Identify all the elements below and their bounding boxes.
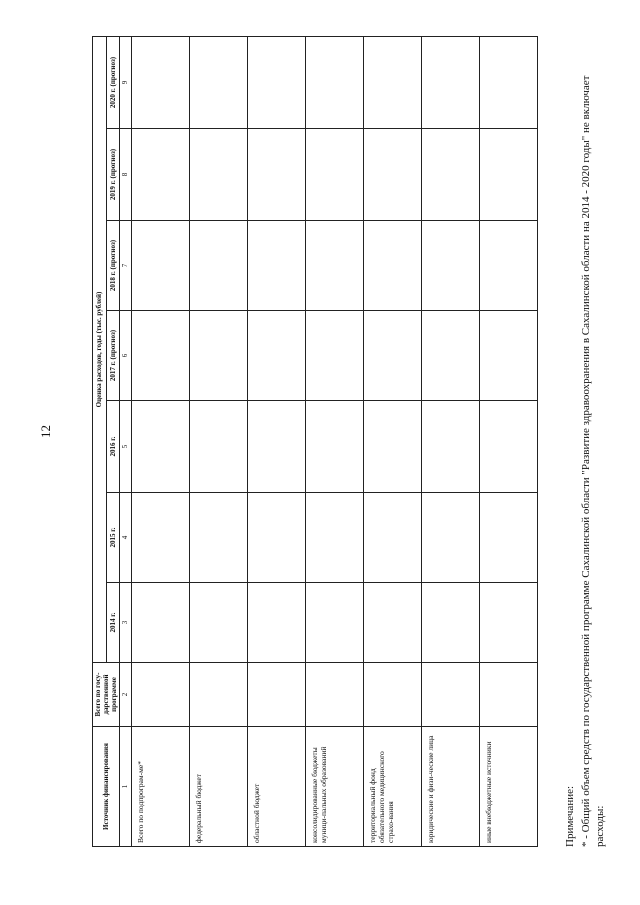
header-year: 2020 г. (прогноз) xyxy=(106,37,120,129)
empty-cell xyxy=(190,311,248,401)
table-row xyxy=(364,37,422,847)
empty-cell xyxy=(190,583,248,663)
header-estimate: Оценка расходов, годы (тыс. рублей) xyxy=(93,37,107,663)
empty-cell xyxy=(132,221,190,311)
table-row xyxy=(132,37,190,847)
empty-cell xyxy=(190,129,248,221)
empty-cell xyxy=(364,129,422,221)
column-numbers-row xyxy=(120,37,132,847)
empty-cell xyxy=(190,663,248,727)
empty-cell xyxy=(306,583,364,663)
empty-cell xyxy=(190,37,248,129)
empty-cell xyxy=(306,663,364,727)
empty-cell xyxy=(480,37,538,129)
empty-cell xyxy=(480,583,538,663)
empty-cell xyxy=(190,401,248,493)
column-number: 9 xyxy=(120,37,132,129)
footnote xyxy=(564,37,607,847)
row-source-label: иные внебюджетные источники xyxy=(480,727,538,847)
empty-cell xyxy=(364,401,422,493)
row-source-label: юридические и физи-ческие лица xyxy=(422,727,480,847)
header-year: 2018 г. (прогноз) xyxy=(106,221,120,311)
table-row xyxy=(422,37,480,847)
empty-cell xyxy=(248,221,306,311)
empty-cell xyxy=(422,311,480,401)
empty-cell xyxy=(422,37,480,129)
empty-cell xyxy=(480,493,538,583)
header-year: 2017 г. (прогноз) xyxy=(106,311,120,401)
empty-cell xyxy=(132,129,190,221)
table-row xyxy=(480,37,538,847)
empty-cell xyxy=(132,663,190,727)
empty-cell xyxy=(132,37,190,129)
column-number: 3 xyxy=(120,583,132,663)
row-source-label: консолидированные бюджеты муници-пальных образований xyxy=(306,727,364,847)
empty-cell xyxy=(480,129,538,221)
row-source-label: областной бюджет xyxy=(248,727,306,847)
empty-cell xyxy=(132,493,190,583)
empty-cell xyxy=(422,221,480,311)
empty-cell xyxy=(480,221,538,311)
empty-cell xyxy=(422,663,480,727)
empty-cell xyxy=(306,493,364,583)
empty-cell xyxy=(480,401,538,493)
empty-cell xyxy=(306,37,364,129)
empty-cell xyxy=(248,493,306,583)
page-number: 12 xyxy=(38,425,53,438)
column-number: 4 xyxy=(120,493,132,583)
header-year: 2016 г. xyxy=(106,401,120,493)
footnote-heading: Примечание: xyxy=(564,785,576,847)
row-source-label: территориальный фонд обязательного медицинского страхо-вания xyxy=(364,727,422,847)
table-row xyxy=(248,37,306,847)
empty-cell xyxy=(132,311,190,401)
empty-cell xyxy=(306,129,364,221)
column-number: 6 xyxy=(120,311,132,401)
empty-cell xyxy=(248,401,306,493)
row-source-label: федеральный бюджет xyxy=(190,727,248,847)
header-year: 2015 г. xyxy=(106,493,120,583)
empty-cell xyxy=(248,311,306,401)
empty-cell xyxy=(248,583,306,663)
column-number: 5 xyxy=(120,401,132,493)
header-year: 2014 г. xyxy=(106,583,120,663)
empty-cell xyxy=(132,583,190,663)
table-row xyxy=(306,37,364,847)
column-number: 8 xyxy=(120,129,132,221)
empty-cell xyxy=(248,37,306,129)
header-year: 2019 г. (прогноз) xyxy=(106,129,120,221)
empty-cell xyxy=(364,663,422,727)
row-source-label: Всего по подпрограм-ме* xyxy=(132,727,190,847)
column-number: 1 xyxy=(120,727,132,847)
table-body xyxy=(132,37,538,847)
empty-cell xyxy=(306,401,364,493)
header-source: Источник финансирования xyxy=(93,727,120,847)
header-row-1 xyxy=(93,37,107,847)
empty-cell xyxy=(422,129,480,221)
header-total: Всего по госу-дарственной программе xyxy=(93,663,120,727)
empty-cell xyxy=(364,37,422,129)
empty-cell xyxy=(364,583,422,663)
rotated-sheet xyxy=(92,37,606,847)
empty-cell xyxy=(480,663,538,727)
empty-cell xyxy=(306,221,364,311)
table-row xyxy=(190,37,248,847)
empty-cell xyxy=(364,221,422,311)
empty-cell xyxy=(132,401,190,493)
empty-cell xyxy=(306,311,364,401)
column-number: 7 xyxy=(120,221,132,311)
empty-cell xyxy=(364,493,422,583)
empty-cell xyxy=(190,493,248,583)
funding-table xyxy=(92,36,538,847)
empty-cell xyxy=(422,401,480,493)
empty-cell xyxy=(248,129,306,221)
footnote-text: * - Общий объем средств по государственной программе Сахалинской области "Развитие здравоохранения в Сахалинской области на 2014 - 2020 годы" не включает расходы: xyxy=(579,75,606,847)
empty-cell xyxy=(480,311,538,401)
column-number: 2 xyxy=(120,663,132,727)
empty-cell xyxy=(248,663,306,727)
empty-cell xyxy=(422,583,480,663)
empty-cell xyxy=(364,311,422,401)
empty-cell xyxy=(422,493,480,583)
empty-cell xyxy=(190,221,248,311)
